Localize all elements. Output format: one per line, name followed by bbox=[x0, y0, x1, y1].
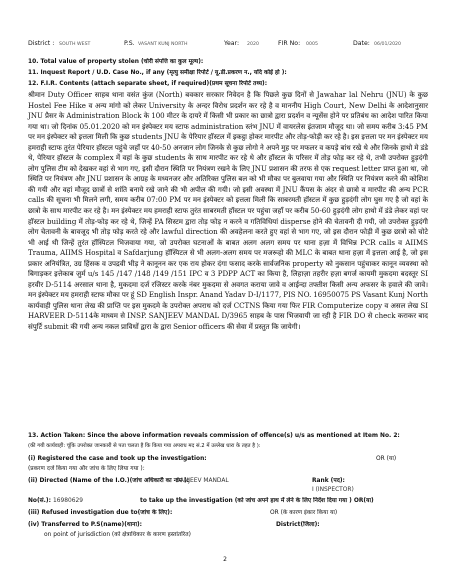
fir-value: 0005 bbox=[306, 41, 318, 47]
fir-header bbox=[28, 38, 426, 50]
item-13-registered: (i) Registered the case and took up the investigation: bbox=[28, 456, 207, 462]
rank-label: Rank (पद): bbox=[312, 478, 345, 484]
io-number-label: No(सं.): bbox=[28, 498, 51, 504]
item-13-or-1: OR (या) bbox=[376, 456, 397, 462]
item-13-directed: (ii) Directed (Name of the I.O.)(जांच अधिकारी का नाम ): bbox=[28, 478, 190, 484]
rank-value: I (INSPECTOR) bbox=[312, 487, 354, 493]
district-field-label: District(जिला): bbox=[276, 522, 320, 528]
ps-value: VASANT KUNJ NORTH bbox=[138, 41, 188, 47]
year-value: 2020 bbox=[247, 41, 259, 47]
io-number-value: 16980629 bbox=[53, 498, 83, 504]
fir-narrative: श्रीमान Duty Officer साहब थाना वसंत कुंज (North) बवकार सरकार निवेदन है कि पिछले कुछ दिनों से Jawahar lal Nehru (JNU) के कुछ Hostel Fee Hike व अन्य मांगो को लेकर University के अन्दर विरोध प्रदर्शन कर रहे है व माननीय High Court, New Delhi के आदेशानुसार JNU प्रैसर के Administration Block के 100 मीटर के दायरे में किसी भी प्रकार का छात्रो द्वारा प्रदर्शन व न्यूसेंस होने पर प्रतिबंध का आदेश पारित किया गया था। जो दिनांक 05.01.2020 को मन इंस्पेक्टर मय स्टाफ administration स्तंभ JNU में वायरलेस इंतजाम मौजूद था। जो समय करीब 3:45 PM पर मन इंस्पेक्टर को इत्तला मिली कि कुछ students JNU के पेरियार हॉस्टल में इकट्ठा होकर मारपीट और तोड़-फोड़ी कर रहे है। इस इत्तला पर मन इंस्पेक्टर मय हमराही स्टाफ तुरंत पेरियार हॉस्टल पहुंचे जहाँ पर 40-50 अनजान लोग जिनके से कुछ लोगो ने अपने मुह पर मफलर व कपड़े बांध रखे थे और जिनके हाथो मे डंडे थे, पेरियार हॉस्टल के complex में वहां के कुछ students के साथ मारपीट कर रहे थे और हॉस्टल के परिसर में तोड़ फोड़ कर रहे थे, तभी उपरोक्त हुड़दंगी लोग पुलिस टीम को देखकर वहां से भाग गए, इसी दौरान स्थिति पर नियंत्रण रखने के लिए JNU प्रशासन की तरफ से एक request letter प्राप्त हुआ था, जो स्थिति पर नियंत्रण और JNU प्रशासन के आग्रह के मध्यनजर और अतिरिक्त पुलिस बल को भी मौका पर बुलवाया गया और स्थिति पर नियंत्रण करने की कोशिश की गयी और वहां मौजूद छात्रों से शांति बनाये रखे जाने की भी अपील की गयी। जो इसी अवस्था में JNU कैंपस के अंदर से छात्रो व मारपीट की अन्य PCR calls की सूचना भी मिलने लगी, समय करीब 07:00 PM पर मन इंस्पेक्टर को इत्तला मिली कि साबरमती हॉस्टल में कुछ हुड़दंगी लोग घुस गए है जो वहां के छात्रो के साथ मारपीट कर रहे है। मन इंस्पेक्टर मय हमराही स्टाफ तुरंत साबरमती हॉस्टल पर पहुंचा जहाँ पर करीब 50-60 हुड़दंगी लोग हाथो में डंडे लेकर वहां पर हॉस्टल building में तोड़-फोड़ कर रहे थे, जिन्हें PA सिस्टम द्वारा तोड़ फोड़ न करने व गतिविधियां disperse होने की चेतावनी दी गयी, जो उपरोक्त हुड़दंगी लोग चेतावनी के बावजूद भी तोड़ फोड़ करते रहे और lawful direction की अवहेलना करते हुए वहां से भाग गए, जो इस दौरान फोड़ी में कुछ छात्रो को चोटे भी आई थी जिन्हें तुरंत हॉस्पिटल भिजवाया गया, जो उपरोक्त घटनाओं के बाबत अलग अलग समय पर थाना हज़ा में विभिन्न PCR calls व AIIMS Trauma, AIIMS Hospital व Safdarjung हॉस्पिटल से भी अलग-अलग समय पर मजरूहो की MLC के बाबत थाना हज़ा में इत्तला आई है, जो इस प्रकार अनियंत्रित, उग्र हिंसक व उपद्रवी भीड़ ने कानूनन कर एक राय होकर दंगा फसाद करके सार्वजनिक property को नुकसान पहुंचाकर कानून व्यवस्था को बिगाड़कर इत्तेकाब जुर्म u/s 145 /147 /148 /149 /151 IPC व 3 PDPP ACT का किया है, लिहाज़ा तहरीर हज़ा बगर्ज कायमी मुकदमा बदस्तूर SI हरवीर D-5114 अरसाल थाना है, मुकदमा दर्ज रजिस्टर करके नंबर मुकदमा से अवगत कराया जावे व आईन्दा तफ्तीश किसी अन्य अफसर के हवाले की जावे। मन इंस्पेक्टर मय हमराही स्टाफ मौका पर हूं SD English Inspr. Anand Yadav D-I/1177, PIS NO. 16950075 PS Vasant Kunj North कार्यवाही पुलिस थाना लेख की प्राप्ति पर इस मुकदमे के उपरोक्त अपराध को दर्ज CCTNS किया गया फिर FIR Computerize copy व असल लेख SI HARVEER D-5114के माध्यम से INSP. SANJEEV MANDAL D/3965 साहब के पास भिजवायी जा रही है FIR DO से check कराकर बाद संपुर्टि submit की गयी अन्य नकल प्राविधों द्वारा के द्वारा Senior officers की सेवा में प्रस्तुत कि जायेगी। bbox=[28, 90, 428, 332]
item-13-subtitle: (की गयी कार्यवाही: चूंकि उपरोक्त जानकारी से पता चलता है कि किया गया अपराध मद सं.2 में उल्लेख धारा के तहत है ): bbox=[28, 443, 261, 449]
date-label: Date: bbox=[353, 40, 370, 47]
item-10-stolen-value: 10. Total value of property stolen (चोरी संपत्ति का कुल मूल्य): bbox=[28, 59, 204, 65]
page-number: 2 bbox=[223, 556, 227, 563]
fir-label: FIR No: bbox=[278, 40, 301, 47]
take-up-investigation: to take up the investigation (को जांच अपने हाथ में लेने के लिए निर्देश दिया गया ) OR(या) bbox=[140, 498, 374, 504]
item-13-or-2: OR (के कारण इंकार किया या) bbox=[270, 510, 338, 516]
item-13-registered-hindi: (प्रकरण दर्ज किया गया और जांच के लिए लिया गया ): bbox=[28, 466, 145, 472]
ps-label: P.S. bbox=[124, 40, 135, 47]
item-11-inquest-report: 11. Inquest Report / U.D. Case No., if any (मृत्यु समीक्षा रिपोर्ट / यू.डी.प्रकरण न., यदि कोई हो ): bbox=[28, 70, 287, 76]
district-value: SOUTH WEST bbox=[59, 41, 91, 47]
io-name: SANJEEV MANDAL bbox=[176, 478, 229, 484]
year-label: Year: bbox=[224, 40, 240, 47]
item-13-transferred: (iv) Transferred to P.S(name)(थाना): bbox=[28, 522, 143, 528]
item-13-refused: (iii) Refused investigation due to(जांच के लिए): bbox=[28, 510, 173, 516]
item-12-fir-contents: 12. F.I.R. Contents (attach separate sheet, if required)(प्रथम सूचना रिपोर्ट तथ्य): bbox=[28, 81, 268, 87]
date-value: 06/01/2020 bbox=[374, 41, 402, 47]
item-13-title: 13. Action Taken: Since the above information reveals commission of offence(s) u/s as mentioned at Item No. 2: bbox=[28, 433, 400, 439]
district-label: District : bbox=[28, 40, 55, 47]
jurisdiction-note: on point of jurisdiction (को क्षेत्राधिकार के कारण हस्तांतरित) bbox=[44, 532, 191, 538]
